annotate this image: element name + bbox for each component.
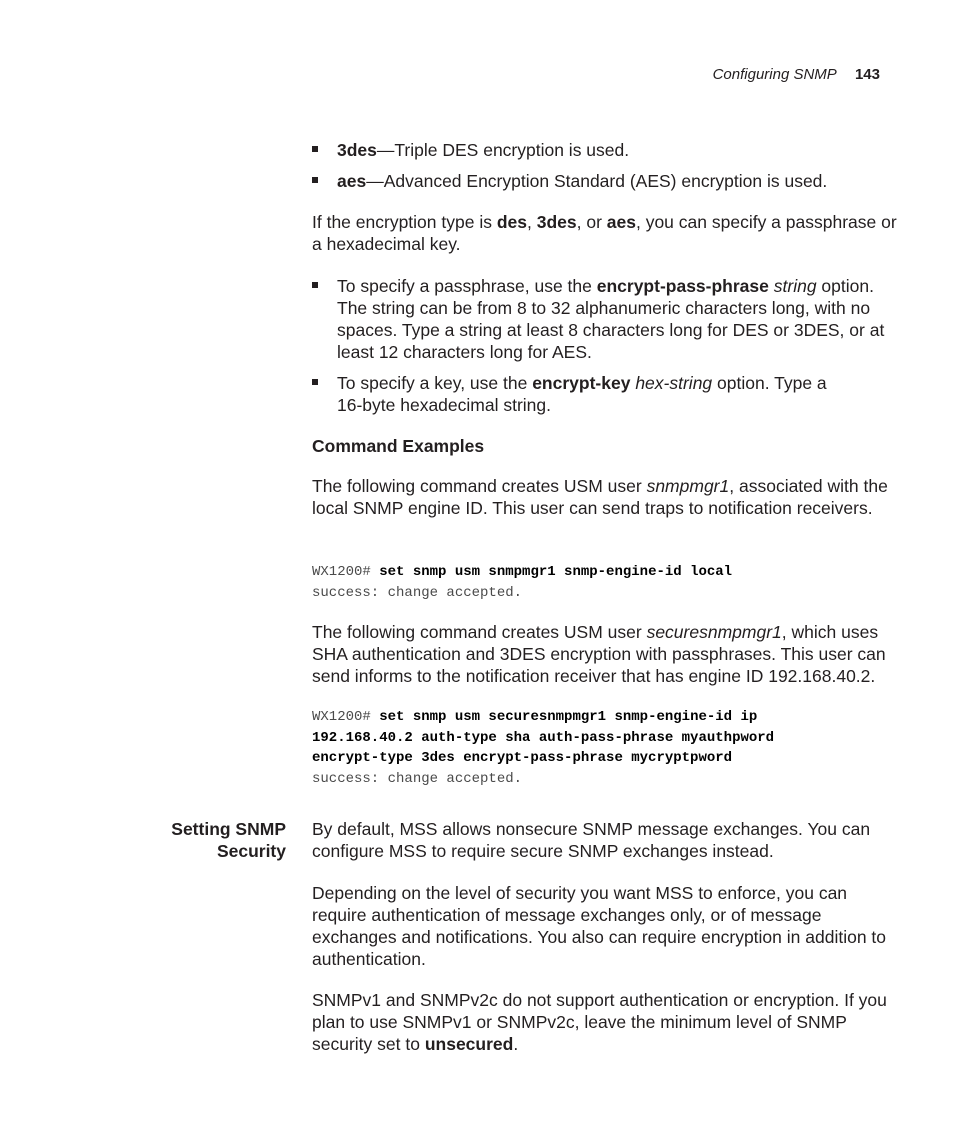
text: The following command creates USM user (312, 622, 647, 642)
cli-prompt: WX1200# (312, 564, 380, 580)
bullet-icon (312, 379, 318, 385)
text: , (526, 212, 537, 232)
bullet-icon (312, 282, 318, 288)
text: To specify a passphrase, use the (337, 276, 597, 296)
keyword-des: des (496, 212, 527, 232)
text: , or (576, 212, 607, 232)
paragraph-example1 (312, 475, 902, 519)
text: option. Type a 16-byte hexadecimal string. (337, 373, 827, 415)
text: , which uses SHA authentication and 3DES encryption with passphrases. This user can send informs to the notification receiver that has engine ID 192.168.40.2. (312, 622, 886, 686)
paragraph: Depending on the level of security you want MSS to enforce, you can require authentication of message exchanges only, or of message exchanges and notifications. You also can require encryption in addition to authentication. (312, 883, 887, 969)
text: The following command creates USM user (312, 476, 647, 496)
user-name: snmpmgr1 (646, 476, 730, 496)
side-heading-line: Security (216, 841, 286, 861)
list-item (312, 139, 902, 161)
cli-output: success: change accepted. (312, 584, 523, 601)
list-item (312, 275, 902, 363)
paragraph-encryption (312, 211, 902, 255)
cli-prompt: WX1200# (312, 709, 380, 725)
text: If the encryption type is (312, 212, 497, 232)
list-item (312, 372, 902, 416)
command-keyword: encrypt-key (532, 373, 631, 393)
cli-command: encrypt-type 3des encrypt-pass-phrase mycryptpword (312, 750, 733, 766)
side-heading-line: Setting SNMP (171, 819, 286, 839)
code-block (312, 707, 912, 789)
user-name: securesnmpmgr1 (646, 622, 782, 642)
list-item-text: —Triple DES encryption is used. (376, 140, 630, 160)
keyword-3des: 3des (536, 212, 577, 232)
running-section-title: Configuring SNMP (712, 66, 837, 83)
text: , associated with the local SNMP engine ID. This user can send traps to notification receivers. (312, 476, 888, 518)
command-argument: hex-string (635, 373, 713, 393)
cli-command: 192.168.40.2 auth-type sha auth-pass-phrase myauthpword (312, 729, 775, 746)
keyword-unsecured: unsecured (424, 1034, 514, 1054)
list-item-text: —Advanced Encryption Standard (AES) encryption is used. (366, 171, 828, 191)
list-item-term: 3des (337, 140, 377, 160)
text: SNMPv1 and SNMPv2c do not support authentication or encryption. If you plan to use SNMPv1 or SNMPv2c, leave the minimum level of SNMP security set to (312, 990, 887, 1054)
command-keyword: encrypt-pass-phrase (596, 276, 769, 296)
paragraph (312, 989, 902, 1055)
list-item-term: aes (337, 171, 367, 191)
bullet-icon (312, 177, 318, 183)
code-block (312, 562, 912, 603)
text: To specify a key, use the (337, 373, 533, 393)
bullet-icon (312, 146, 318, 152)
page-header (713, 66, 880, 83)
paragraph: By default, MSS allows nonsecure SNMP message exchanges. You can configure MSS to require secure SNMP exchanges instead. (312, 819, 871, 861)
keyword-aes: aes (606, 212, 636, 232)
list-item (312, 170, 902, 192)
text: . (513, 1034, 519, 1054)
cli-output: success: change accepted. (312, 770, 523, 787)
command-argument: string (773, 276, 817, 296)
page-number: 143 (854, 66, 880, 83)
text: option. The string can be from 8 to 32 alphanumeric characters long, with no spaces. Type a string at least 8 characters long for DES or 3DES, or at least 12 characters long for AES. (337, 276, 885, 362)
section-heading: Command Examples (312, 436, 485, 456)
cli-command: set snmp usm securesnmpmgr1 snmp-engine-id ip (379, 709, 758, 725)
paragraph-example2 (312, 621, 902, 687)
side-heading (171, 818, 286, 862)
text: , you can specify a passphrase or a hexadecimal key. (312, 212, 897, 254)
cli-command: set snmp usm snmpmgr1 snmp-engine-id local (379, 564, 733, 580)
